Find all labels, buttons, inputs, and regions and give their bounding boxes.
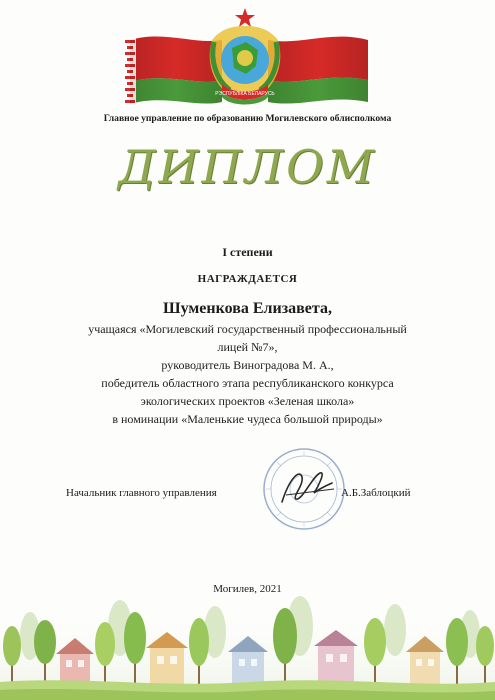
right-flag bbox=[268, 37, 368, 104]
description-line: лицей №7», bbox=[217, 340, 278, 354]
city-year: Могилев, 2021 bbox=[213, 583, 282, 595]
issuer-name: Главное управление по образованию Могилевского облисполкома bbox=[103, 113, 392, 124]
left-flag bbox=[124, 36, 222, 106]
description-line: победитель областного этапа республиканского конкурса bbox=[101, 376, 394, 390]
signature-scribble bbox=[282, 473, 332, 502]
description-line: руководитель Виноградова М. А., bbox=[161, 358, 334, 372]
awarded-label: НАГРАЖДАЕТСЯ bbox=[197, 273, 298, 285]
emblem-ribbon-text: РЭСПУБЛІКА БЕЛАРУСЬ bbox=[215, 91, 275, 97]
degree-label: I степени bbox=[222, 245, 273, 259]
document-title: ДИПЛОМ bbox=[118, 140, 377, 194]
town-illustration bbox=[0, 596, 495, 700]
description-line: учащаяся «Могилевский государственный профессиональный bbox=[88, 322, 407, 336]
description-line: экологических проектов «Зеленая школа» bbox=[140, 394, 355, 408]
awardee-name: Шуменкова Елизавета, bbox=[163, 300, 332, 317]
official-stamp bbox=[262, 447, 346, 531]
award-description bbox=[20, 320, 475, 428]
signatory-name: А.Б.Заблоцкий bbox=[341, 487, 411, 499]
flag-emblem-header bbox=[0, 0, 495, 115]
signatory-position: Начальник главного управления bbox=[66, 487, 217, 499]
description-line: в номинации «Маленькие чудеса большой природы» bbox=[112, 412, 383, 426]
national-emblem bbox=[210, 8, 281, 105]
